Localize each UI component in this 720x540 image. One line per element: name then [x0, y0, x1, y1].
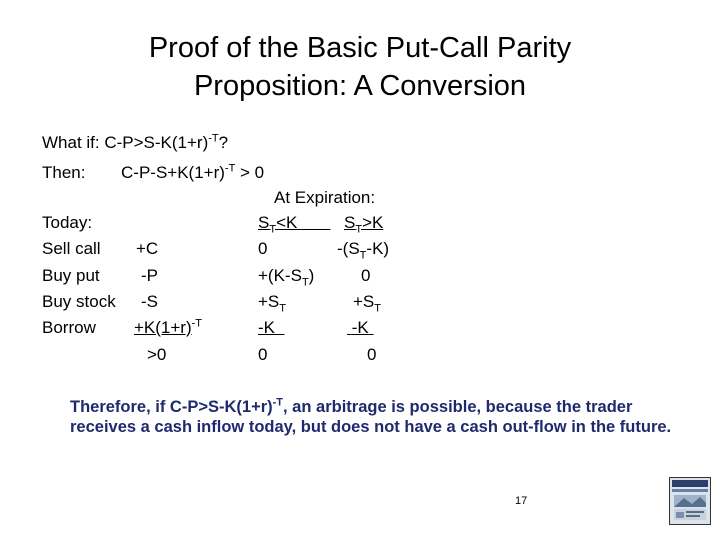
expiration-col2-total: 0 — [367, 345, 377, 364]
expiration-col1-cell: $+(K-S_T)$ — [258, 266, 315, 289]
expiration-header: At Expiration: — [274, 188, 376, 207]
today-row-value: +C — [136, 239, 159, 258]
expiration-col1-cell: -K — [258, 318, 275, 337]
slide-title-line-1: Proof of the Basic Put-Call Parity — [148, 32, 572, 64]
today-total: >0 — [147, 345, 167, 364]
expiration-col2-cell: -K — [351, 318, 369, 337]
slide-title-line-2: Proposition: A Conversion — [193, 70, 527, 102]
today-row-value: -P — [141, 266, 158, 285]
today-row-label: Buy stock — [42, 292, 116, 311]
today-row-label: Borrow — [42, 318, 96, 337]
today-header: Today: — [42, 213, 93, 232]
premise-then-expression: $C-P-S+K(1+r)^{-T} > 0$ — [121, 162, 265, 182]
expiration-col2-cell: 0 — [361, 266, 371, 285]
expiration-col2-cell: $-(S_T-K)$ — [337, 239, 390, 262]
today-row-label: Buy put — [42, 266, 100, 285]
expiration-col1-header: $S_T<K$ — [258, 213, 298, 236]
expiration-col2-header: $S_T>K$ — [344, 213, 384, 236]
expiration-col1-cell: $+S_T$ — [258, 292, 287, 315]
premise-then-label: Then: — [42, 163, 86, 182]
premise-question: What if: $C-P>S-K(1+r)^{-T}$? — [42, 132, 229, 152]
today-row-value: $+K(1+r)^{-T}$ — [134, 317, 203, 337]
today-row-label: Sell call — [42, 239, 101, 258]
conclusion-text: Therefore, if $C-P>S-K(1+r)^{-T}$, an arbitrage is possible, because the trader receives a cash inflow today, but does not have a cash out-flow in the future. — [70, 396, 672, 436]
today-row-value: -S — [141, 292, 158, 311]
expiration-col1-total: 0 — [258, 345, 268, 364]
expiration-col1-cell: 0 — [258, 239, 268, 258]
expiration-col2-cell: $+S_T$ — [353, 292, 382, 315]
publisher-logo — [669, 477, 711, 525]
page-number: 17 — [515, 495, 528, 507]
